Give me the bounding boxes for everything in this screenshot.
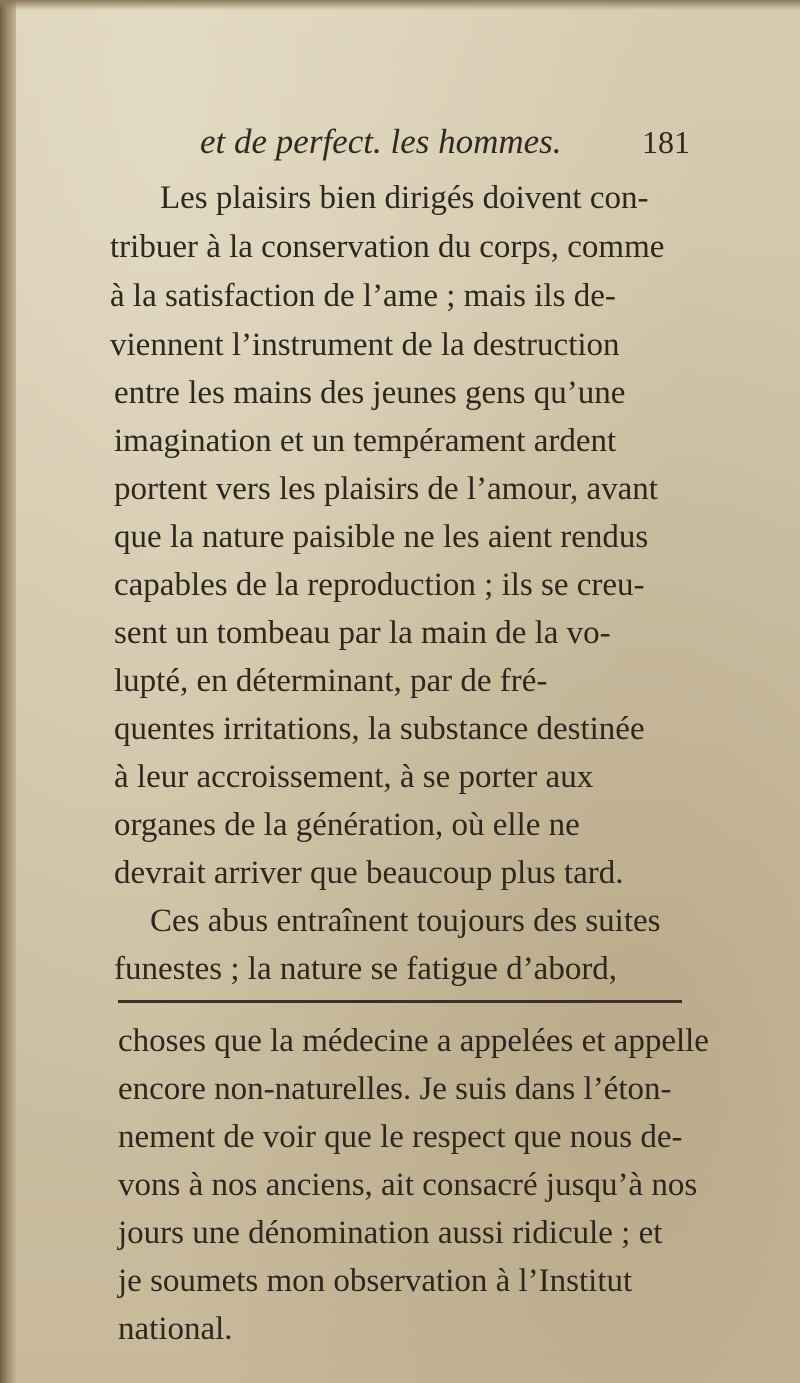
text-line: organes de la génération, où elle ne [114,807,580,843]
text-line: à leur accroissement, à se porter aux [114,759,594,795]
text-line: Les plaisirs bien dirigés doivent con- [160,180,649,216]
text-line: capables de la reproduction ; ils se creu- [114,567,645,603]
text-line: entre les mains des jeunes gens qu’une [114,375,626,411]
text-line: à la satisfaction de l’ame ; mais ils de- [110,278,616,314]
footnote-line: choses que la médecine a appelées et appelle [118,1023,709,1059]
page-number: 181 [642,124,690,160]
text-line: portent vers les plaisirs de l’amour, avant [114,471,658,507]
running-header [200,122,720,168]
text-line: devrait arriver que beaucoup plus tard. [114,855,624,891]
text-line: viennent l’instrument de la destruction [110,327,620,363]
footnote-line: encore non-naturelles. Je suis dans l’éton- [118,1071,672,1107]
text-line: imagination et un tempérament ardent [114,423,617,459]
text-line: sent un tombeau par la main de la vo- [114,615,611,651]
book-spine-shadow [0,0,16,1383]
footnote-line: vons à nos anciens, ait consacré jusqu’à nos [118,1167,698,1203]
footnote-line: je soumets mon observation à l’Institut [118,1263,633,1299]
footnote-line: jours une dénomination aussi ridicule ; et [118,1215,663,1251]
text-line: Ces abus entraînent toujours des suites [150,903,661,939]
text-line: que la nature paisible ne les aient rendus [114,519,649,555]
text-line: lupté, en déterminant, par de fré- [114,663,548,699]
running-title: et de perfect. les hommes. [200,122,562,161]
footnote-divider [118,1000,682,1003]
footnote-line: nement de voir que le respect que nous de- [118,1119,683,1155]
footnote-line: national. [118,1311,233,1347]
page-top-edge [0,0,800,10]
text-line: tribuer à la conservation du corps, comme [110,229,665,265]
text-line: funestes ; la nature se fatigue d’abord, [114,951,618,987]
text-line: quentes irritations, la substance destinée [114,711,645,747]
